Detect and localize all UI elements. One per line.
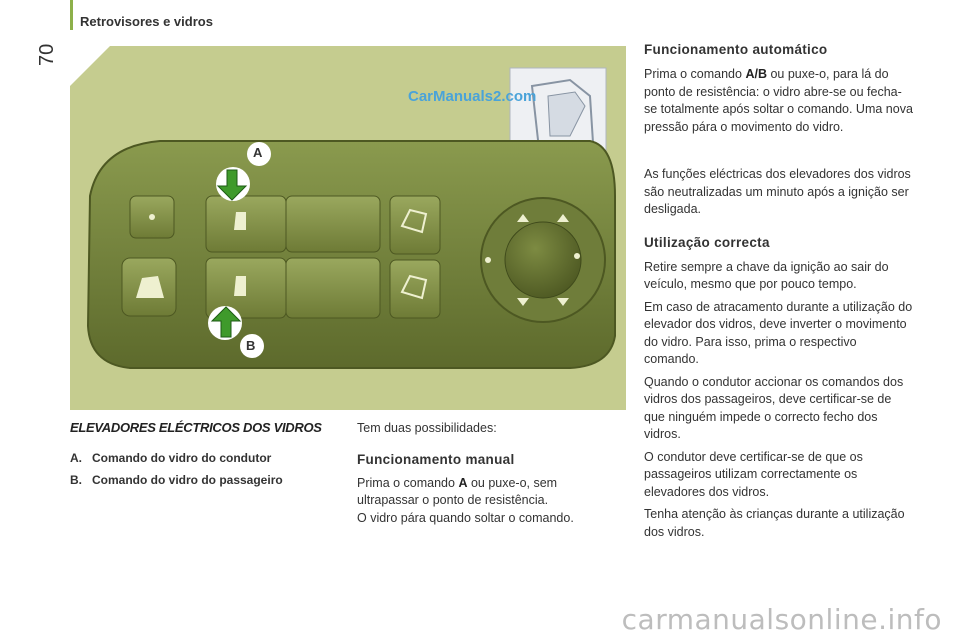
switch-panel-drawing <box>70 46 626 410</box>
header-accent-bar <box>70 0 73 30</box>
footer-watermark: carmanualsonline.info <box>621 603 942 636</box>
page-number: 70 <box>36 43 58 66</box>
carmanuals-watermark: CarManuals2.com <box>408 88 537 105</box>
auto-paragraph-2: As funções eléctricas dos elevadores dos vidros são neutralizadas um minuto após a ignição ser desligada. <box>644 167 911 216</box>
legend-item-a: A. Comando do vidro do condutor <box>70 451 272 465</box>
manual-title: Funcionamento manual <box>357 451 515 467</box>
legend-list <box>70 447 346 491</box>
manual-paragraph-2: O vidro pára quando soltar o comando. <box>357 510 574 525</box>
middle-column <box>357 420 607 527</box>
window-switch-illustration <box>70 46 626 410</box>
section-title: ELEVADORES ELÉCTRICOS DOS VIDROS <box>70 420 322 435</box>
correct-paragraph-4: O condutor deve certificar-se de que os passageiros utilizam correctamente os elevadores dos vidros. <box>644 449 863 499</box>
correct-paragraph-3: Quando o condutor accionar os comandos dos vidros dos passageiros, deve certificar-se de que ninguém impede o correcto fecho dos vidros. <box>644 374 904 441</box>
auto-paragraph: Prima o comando A/B ou puxe-o, para lá do ponto de resistência: o vidro abre-se ou fecha-se totalmente após soltar o comando. Uma nova pressão pára o movimento do vidro. <box>644 67 913 134</box>
manual-paragraph: Prima o comando A ou puxe-o, sem ultrapassar o ponto de resistência. <box>357 475 558 507</box>
correct-paragraph-1: Retire sempre a chave da ignição ao sair do veículo, mesmo que por pouco tempo. <box>644 259 889 291</box>
label-a: A <box>253 145 263 160</box>
right-column <box>644 42 914 541</box>
correct-paragraph-2: Em caso de atracamento durante a utilização do elevador dos vidros, deve inverter o movimento do vidro. Para isso, prima o respectivo comando. <box>644 299 913 366</box>
correct-title: Utilização correcta <box>644 234 770 250</box>
legend-item-b: B. Comando do vidro do passageiro <box>70 473 283 487</box>
section-header: Retrovisores e vidros <box>80 14 213 29</box>
left-column <box>70 420 346 491</box>
auto-title: Funcionamento automático <box>644 42 828 57</box>
label-b: B <box>246 338 256 353</box>
correct-paragraph-5: Tenha atenção às crianças durante a utilização dos vidros. <box>644 507 905 539</box>
intro-text: Tem duas possibilidades: <box>357 421 497 435</box>
